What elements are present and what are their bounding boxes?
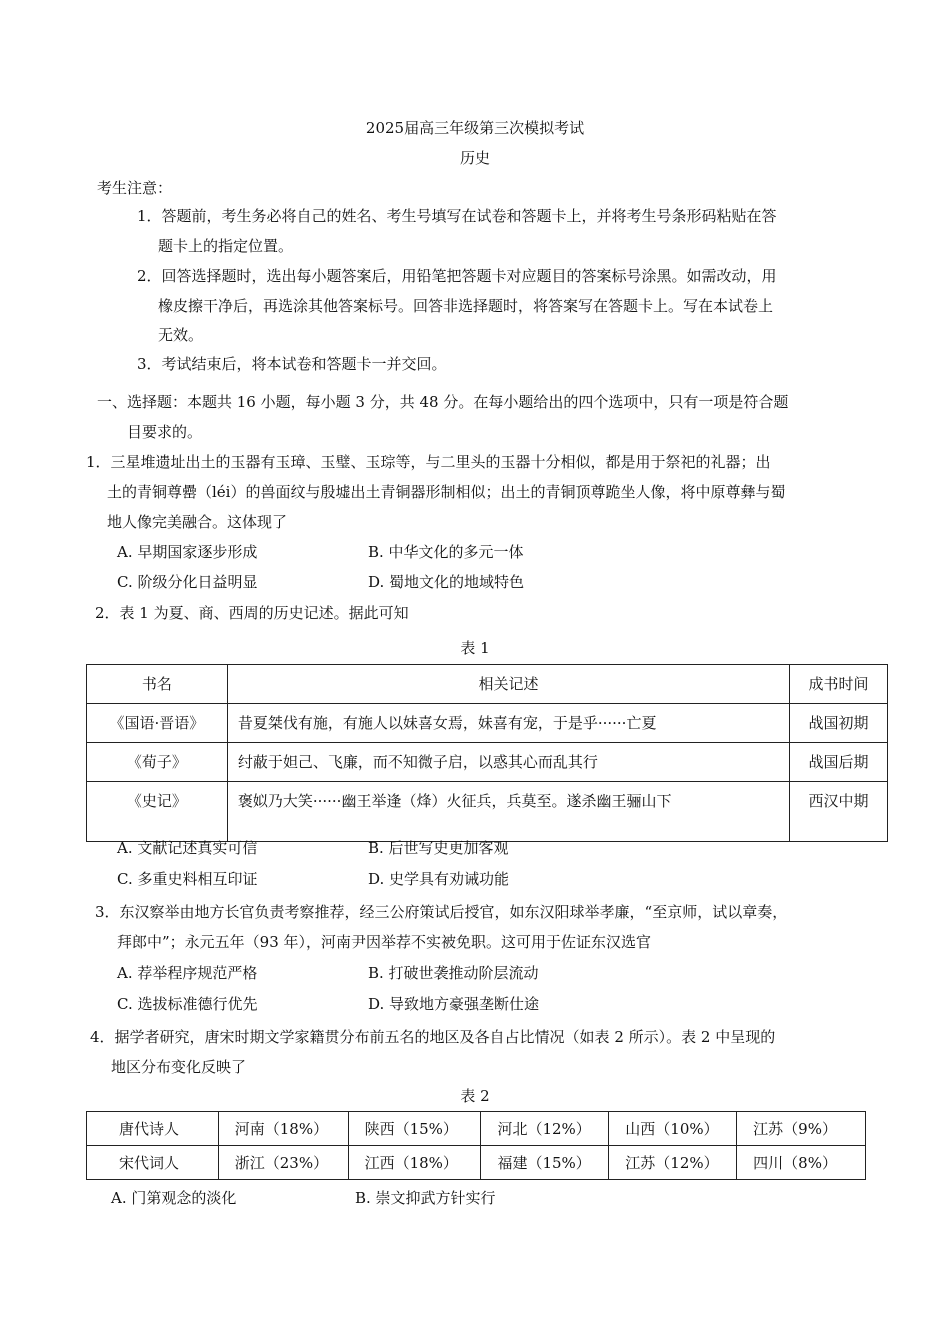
table1-title: 表 1 [460,639,490,657]
notice-item-1-line1: 1．答题前，考生务必将自己的姓名、考生号填写在试卷和答题卡上，并将考生号条形码粘贴在答 [137,207,777,225]
table-cell [87,704,228,743]
table-cell: 浙江（23%） [218,1146,348,1180]
table-row [87,1146,866,1180]
table2 [86,1111,866,1180]
table1 [86,664,888,842]
table-cell [227,743,789,782]
q2-option-d[interactable]: D. 史学具有劝诫功能 [368,870,510,888]
q1-stem-line2: 土的青铜尊罍（léi）的兽面纹与殷墟出土青铜器形制相似；出土的青铜顶尊跪坐人像，将中原尊彝与蜀 [107,483,786,501]
table1-header-row [87,665,888,704]
q2-option-c[interactable]: C. 多重史料相互印证 [117,870,258,888]
table1-book-3: 《史记》 [126,792,187,810]
q1-option-b[interactable]: B. 中华文化的多元一体 [368,543,524,561]
q4-stem-line2: 地区分布变化反映了 [111,1058,247,1076]
q3-option-b[interactable]: B. 打破世袭推动阶层流动 [368,964,539,982]
notice-item-2-line1: 2．回答选择题时，选出每小题答案后，用铅笔把答题卡对应题目的答案标号涂黑。如需改动，用 [137,267,777,285]
table-cell [87,782,228,842]
table-cell: 山西（10%） [609,1112,737,1146]
table1-header-cell [227,665,789,704]
notice-item-2-line3: 无效。 [158,326,204,344]
table1-header-book: 书名 [141,675,172,693]
q4-option-b[interactable]: B. 崇文抑武方针实行 [355,1189,496,1207]
q1-option-d[interactable]: D. 蜀地文化的地域特色 [368,573,525,591]
exam-title: 2025届高三年级第三次模拟考试 [365,119,585,137]
notice-item-2-line2: 橡皮擦干净后，再选涂其他答案标号。回答非选择题时，将答案写在答题卡上。写在本试卷上 [158,297,774,315]
table-cell: 河北（12%） [481,1112,609,1146]
table1-record-1: 昔夏桀伐有施，有施人以妹喜女焉，妹喜有宠，于是乎······亡夏 [237,714,657,732]
table-cell: 江苏（12%） [609,1146,737,1180]
table-cell [87,743,228,782]
table-row [87,1112,866,1146]
table2-label-song: 宋代词人 [87,1146,219,1180]
section-heading-line2: 目要求的。 [127,423,203,441]
table-cell: 江苏（9%） [737,1112,866,1146]
q3-stem-line1: 3．东汉察举由地方长官负责考察推荐，经三公府策试后授官，如东汉阳球举孝廉，“至京师，试以章奏， [95,903,788,921]
q1-option-c[interactable]: C. 阶级分化日益明显 [117,573,258,591]
q2-option-a[interactable]: A. 文献记述真实可信 [117,839,258,857]
table-cell [790,704,888,743]
subject-title: 历史 [459,149,490,167]
table1-header-cell [87,665,228,704]
table1-header-record: 相关记述 [478,675,539,693]
table-cell [790,782,888,842]
notice-item-1-line2: 题卡上的指定位置。 [158,237,294,255]
table-row [87,704,888,743]
q2-stem: 2．表 1 为夏、商、西周的历史记述。据此可知 [95,604,409,622]
notice-heading: 考生注意： [97,179,173,197]
section-heading-line1: 一、选择题：本题共 16 小题，每小题 3 分，共 48 分。在每小题给出的四个选项中，只有一项是符合题 [97,393,789,411]
table-cell: 四川（8%） [737,1146,866,1180]
table-cell [227,782,789,842]
q1-stem-line1: 1．三星堆遗址出土的玉器有玉璋、玉璧、玉琮等，与二里头的玉器十分相似，都是用于祭祀的礼器；出 [86,453,771,471]
q1-option-a[interactable]: A. 早期国家逐步形成 [117,543,258,561]
notice-item-3-line1: 3．考试结束后，将本试卷和答题卡一并交回。 [137,355,447,373]
q3-option-c[interactable]: C. 选拔标准德行优先 [117,995,258,1013]
table-cell: 福建（15%） [481,1146,609,1180]
table-row [87,782,888,842]
table-cell [227,704,789,743]
q1-stem-line3: 地人像完美融合。这体现了 [107,513,288,531]
table-row [87,743,888,782]
q3-option-d[interactable]: D. 导致地方豪强垄断仕途 [368,995,540,1013]
table1-time-1: 战国初期 [808,714,869,732]
table1-book-1: 《国语·晋语》 [109,714,205,732]
table1-time-3: 西汉中期 [808,792,869,810]
table-cell: 陕西（15%） [348,1112,481,1146]
table1-record-2: 纣蔽于妲己、飞廉，而不知微子启，以惑其心而乱其行 [237,753,598,771]
table1-header-cell [790,665,888,704]
q3-option-a[interactable]: A. 荐举程序规范严格 [117,964,258,982]
table1-time-2: 战国后期 [808,753,869,771]
table-cell [790,743,888,782]
table1-record-3: 褒姒乃大笑······幽王举逢（烽）火征兵，兵莫至。遂杀幽王骊山下 [237,792,672,810]
q2-option-b[interactable]: B. 后世写史更加客观 [368,839,509,857]
table1-book-2: 《荀子》 [126,753,187,771]
q4-stem-line1: 4．据学者研究，唐宋时期文学家籍贯分布前五名的地区及各自占比情况（如表 2 所示）。表 2 中呈现的 [90,1028,776,1046]
table-cell: 河南（18%） [218,1112,348,1146]
table1-header-time: 成书时间 [808,675,869,693]
table2-title: 表 2 [460,1087,490,1105]
table-cell: 江西（18%） [348,1146,481,1180]
table2-label-tang: 唐代诗人 [87,1112,219,1146]
q4-option-a[interactable]: A. 门第观念的淡化 [111,1189,237,1207]
q3-stem-line2: 拜郎中”；永元五年（93 年），河南尹因举荐不实被免职。这可用于佐证东汉选官 [117,933,652,951]
